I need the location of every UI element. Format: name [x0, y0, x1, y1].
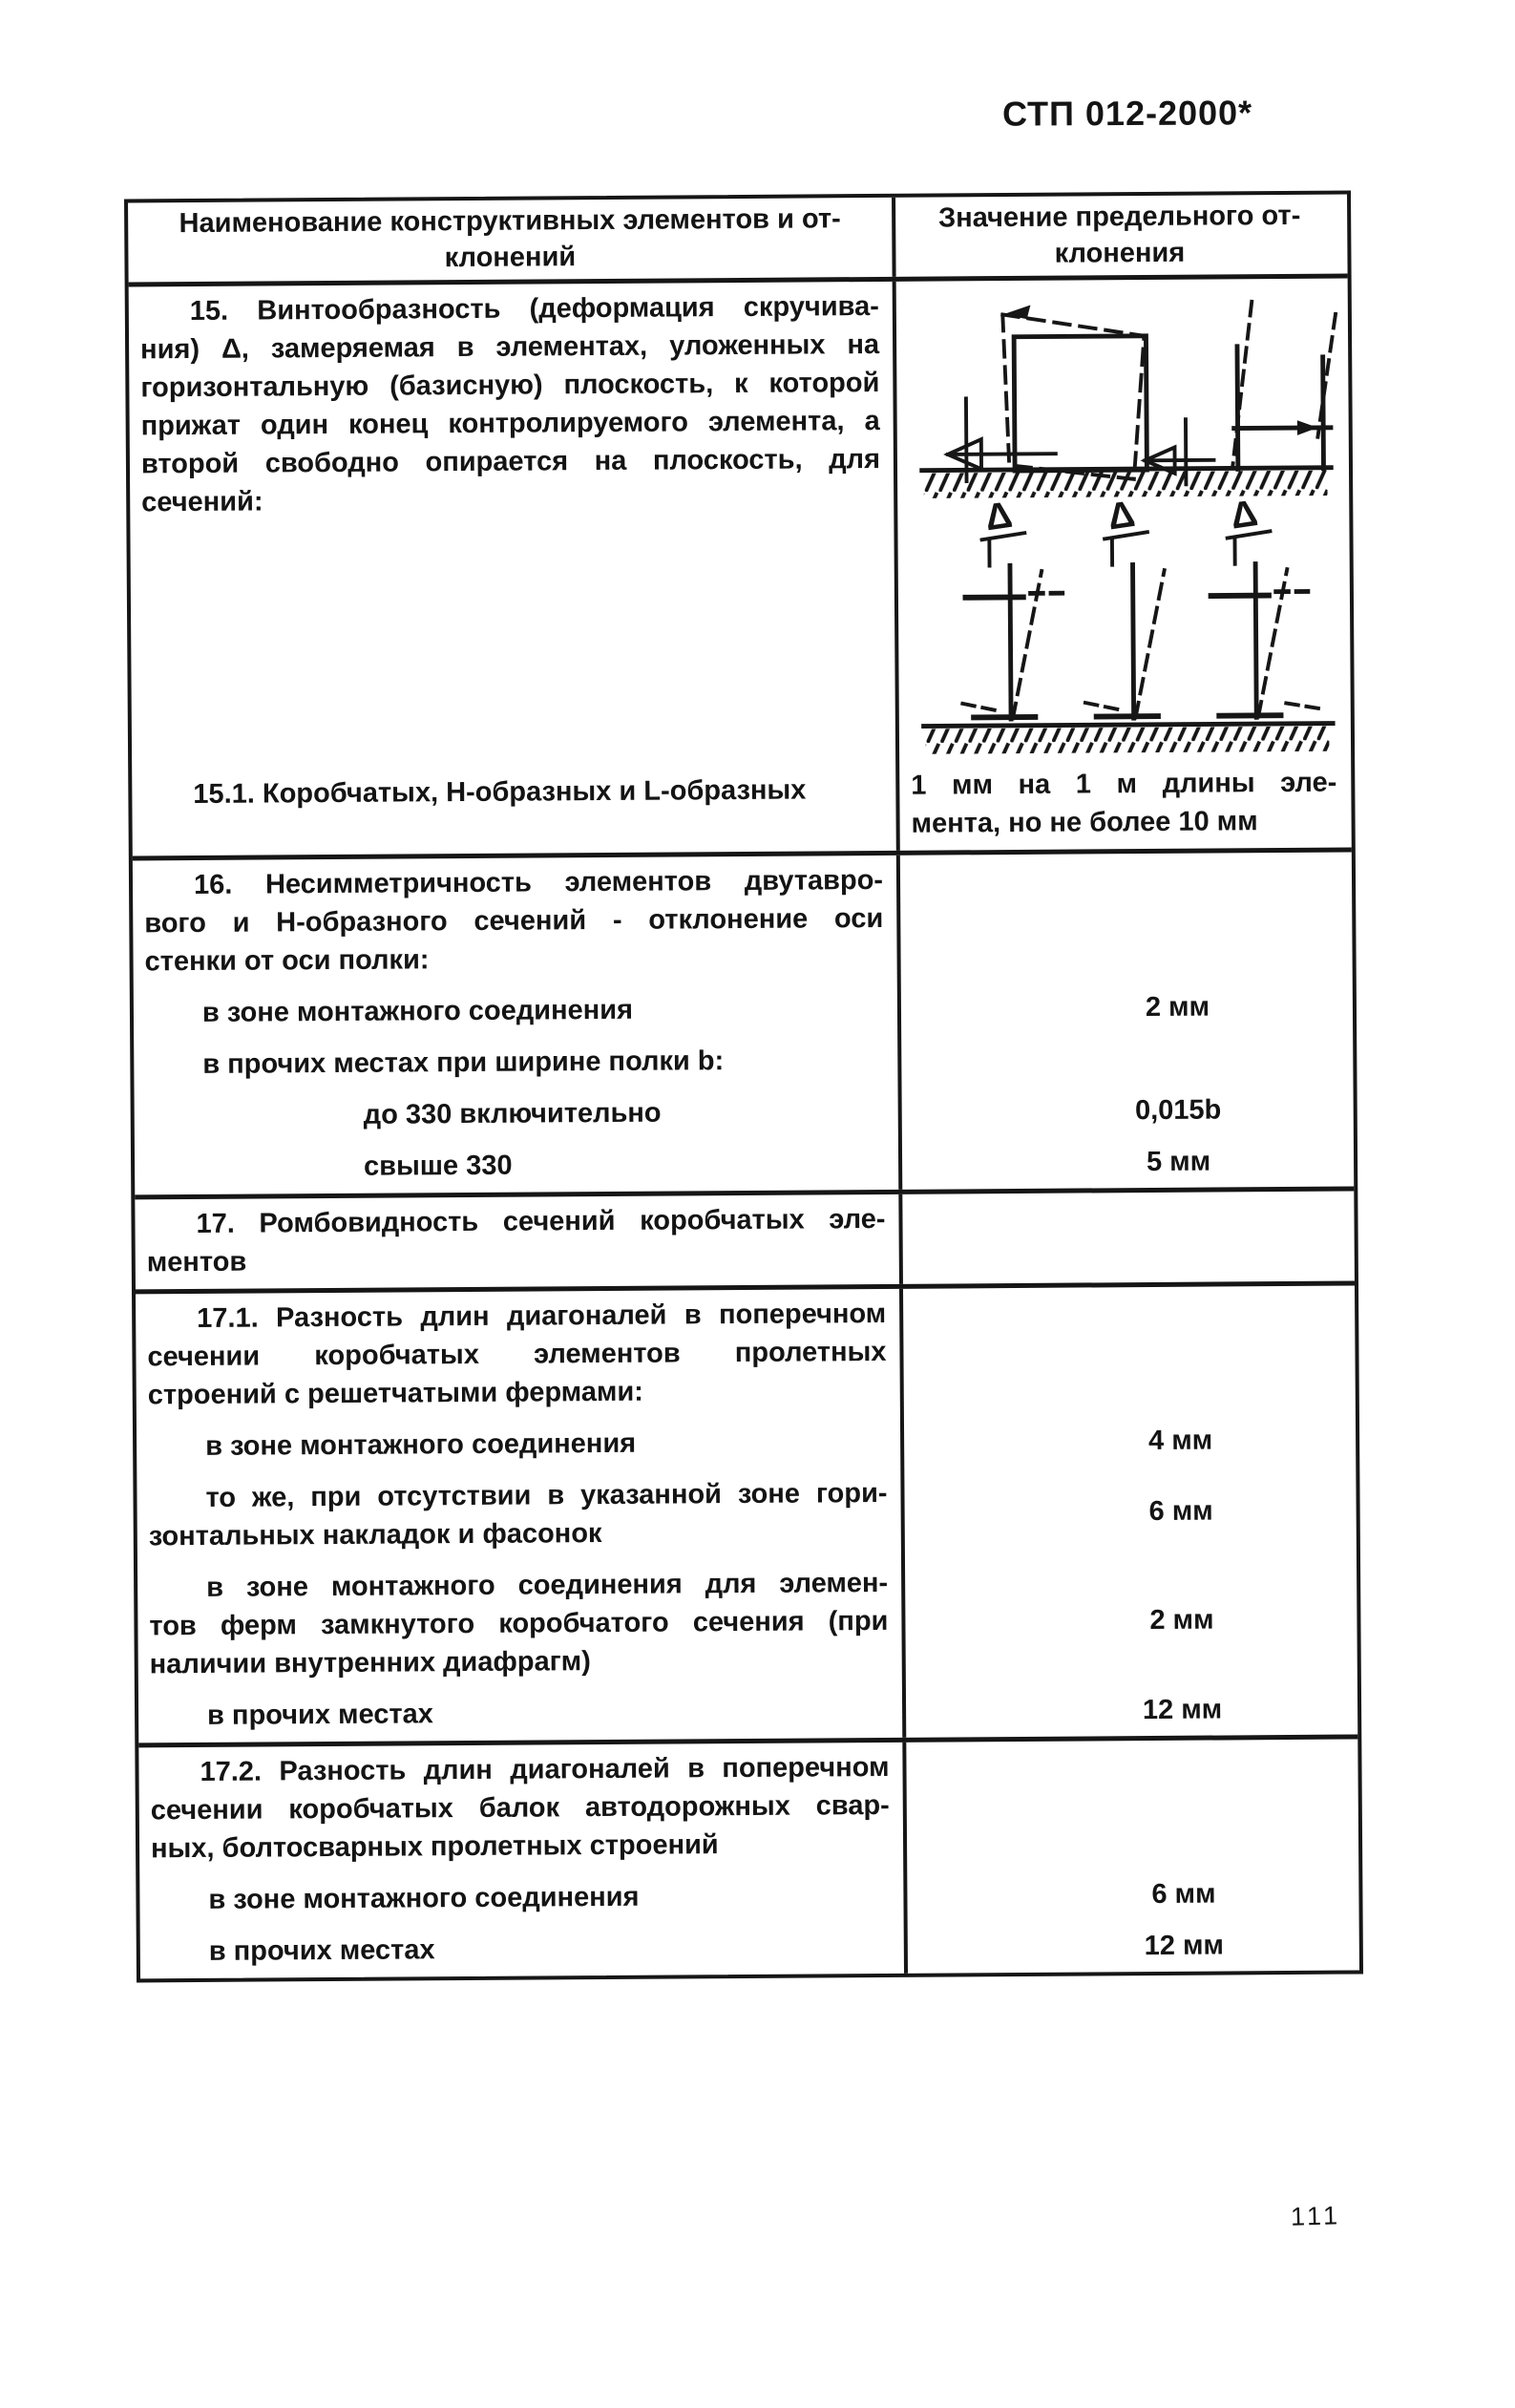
text-line: 17. Ромбовидность сечений коробчатых эле-	[196, 1203, 886, 1239]
row16-item	[134, 983, 897, 1041]
text-line: 15. Винтообразность (деформация скручива-	[189, 290, 879, 327]
empty-cell	[902, 1740, 1358, 1870]
empty-cell	[896, 853, 1353, 983]
text-line: в прочих местах при ширине полки b:	[202, 1046, 725, 1080]
text-line: свыше 330	[363, 1150, 513, 1182]
row16-item	[135, 1138, 898, 1195]
row16-item	[135, 1087, 898, 1144]
text-line: тов ферм замкнутого коробчатого сечения (при	[149, 1605, 889, 1642]
deviation-value: 12 мм	[1144, 1930, 1225, 1962]
box-section	[1014, 336, 1147, 471]
base-plane-line	[924, 724, 1334, 727]
row17-1-item	[138, 1686, 902, 1743]
stem-twisted	[1135, 570, 1166, 717]
column-stem	[1133, 564, 1134, 718]
value-line: 1 мм на 1 м длины эле-	[911, 767, 1337, 801]
row16-text	[133, 855, 897, 989]
text-line: сечений:	[141, 486, 263, 518]
text-line: зонтальных накладок и фасонок	[148, 1518, 602, 1553]
text-line: 15.1. Коробчатых, Н-образных и L-образных	[193, 774, 807, 810]
flange-arrowhead-icon	[1297, 420, 1318, 435]
column-header-name: Наименование конструктивных элементов и от- клонений	[179, 203, 841, 274]
deviation-value: 6 мм	[1151, 1878, 1216, 1911]
text-line: в зоне монтажного соединения для элемен-	[206, 1567, 889, 1603]
deviation-value: 2 мм	[1149, 1604, 1214, 1637]
text-line: сечении коробчатых балок автодорожных свар-	[150, 1789, 890, 1827]
delta-symbol: Δ	[982, 494, 1016, 539]
table-row-17-1	[136, 1286, 1357, 1748]
deviation-value: 0,015b	[1134, 1094, 1222, 1127]
empty-cell	[898, 1192, 1355, 1284]
base-dashed	[1085, 703, 1121, 710]
table-header-row	[128, 195, 1348, 287]
text-line: ния) Δ, замеряемая в элементах, уложенных на	[140, 328, 880, 366]
row15-1-text	[132, 765, 896, 856]
row16-item	[134, 1035, 897, 1092]
h-section-twisted	[1317, 314, 1336, 437]
doc-code: СТП 012-2000*	[1001, 93, 1253, 134]
text-line: 16. Несимметричность элементов двутавро-	[193, 864, 884, 900]
row17-text	[135, 1194, 899, 1290]
value-line: мента, но не более 10 мм	[911, 806, 1258, 839]
h-section-twisted	[1231, 302, 1253, 468]
text-line: то же, при отсутствии в указанной зоне гори-	[205, 1477, 888, 1513]
text-line: в зоне монтажного соединения	[208, 1881, 640, 1915]
text-line: до 330 включительно	[363, 1097, 662, 1130]
delta-symbol: Δ	[1105, 493, 1138, 539]
row17-1-text	[136, 1289, 900, 1423]
text-line: ментов	[146, 1246, 247, 1278]
delta-symbol: Δ	[1228, 493, 1261, 538]
empty-cell	[899, 1286, 1356, 1417]
stem-twisted	[1012, 571, 1042, 718]
deviation-value: 6 мм	[1148, 1495, 1213, 1528]
column-stem	[1010, 565, 1011, 719]
text-line: 17.2. Разность длин диагоналей в поперечном	[200, 1751, 890, 1787]
text-line: стенки от оси полки:	[144, 944, 430, 978]
row17-2-text	[138, 1743, 903, 1876]
hatching	[926, 727, 1330, 754]
row17-2-item	[139, 1870, 903, 1928]
table-row-16	[133, 853, 1354, 1200]
dim-leader	[966, 398, 967, 481]
text-line: ных, болтосварных пролетных строений	[150, 1829, 719, 1865]
dim-arrow-line	[1145, 460, 1213, 461]
deviations-table	[124, 191, 1363, 1983]
table-row-15	[129, 279, 1352, 861]
base-dashed	[962, 704, 998, 711]
text-line: строений с решетчатыми фермами:	[147, 1376, 644, 1411]
twist-arrowhead-icon	[1002, 306, 1030, 320]
stem-twisted	[1257, 569, 1288, 716]
column-header-value: Значение предельного от- клонения	[937, 200, 1301, 269]
row17-1-item	[137, 1417, 900, 1474]
text-line: сечении коробчатых элементов пролетных	[147, 1336, 887, 1373]
twist-deformation-diagram	[910, 285, 1342, 765]
text-line: 17.1. Разность длин диагоналей в поперечном	[197, 1298, 887, 1334]
deviation-value: 12 мм	[1142, 1694, 1223, 1726]
base-dashed	[1286, 703, 1319, 708]
text-line: горизонтальную (базисную) плоскость, к которой	[140, 367, 880, 404]
deviation-value	[897, 1032, 1353, 1087]
row17-1-item	[137, 1558, 902, 1692]
text-line: вого и Н-образного сечений - отклонение оси	[144, 902, 884, 940]
row15-1-value	[895, 762, 1353, 851]
deviation-value: 5 мм	[1146, 1146, 1211, 1178]
page-number: 111	[1290, 2201, 1342, 2231]
row15-figure-cell	[893, 279, 1353, 765]
deviation-value: 4 мм	[1147, 1425, 1213, 1457]
column-stem	[1255, 564, 1256, 718]
row17-2-item	[140, 1922, 904, 1979]
text-line: прижат один конец контролируемого элемента, а	[140, 405, 880, 442]
text-line: в зоне монтажного соединения	[205, 1427, 637, 1462]
text-line: второй свободно опирается на плоскость, для	[140, 443, 881, 480]
table-row-17	[135, 1192, 1355, 1295]
text-line: в прочих местах	[208, 1934, 435, 1967]
text-line: в прочих местах	[206, 1699, 433, 1731]
row17-1-item	[137, 1468, 901, 1564]
table-row-17-2	[138, 1740, 1359, 1979]
deviation-value: 2 мм	[1145, 991, 1210, 1024]
row15-text	[129, 282, 896, 771]
text-line: в зоне монтажного соединения	[201, 994, 634, 1028]
text-line: наличии внутренних диафрагм)	[149, 1646, 591, 1680]
